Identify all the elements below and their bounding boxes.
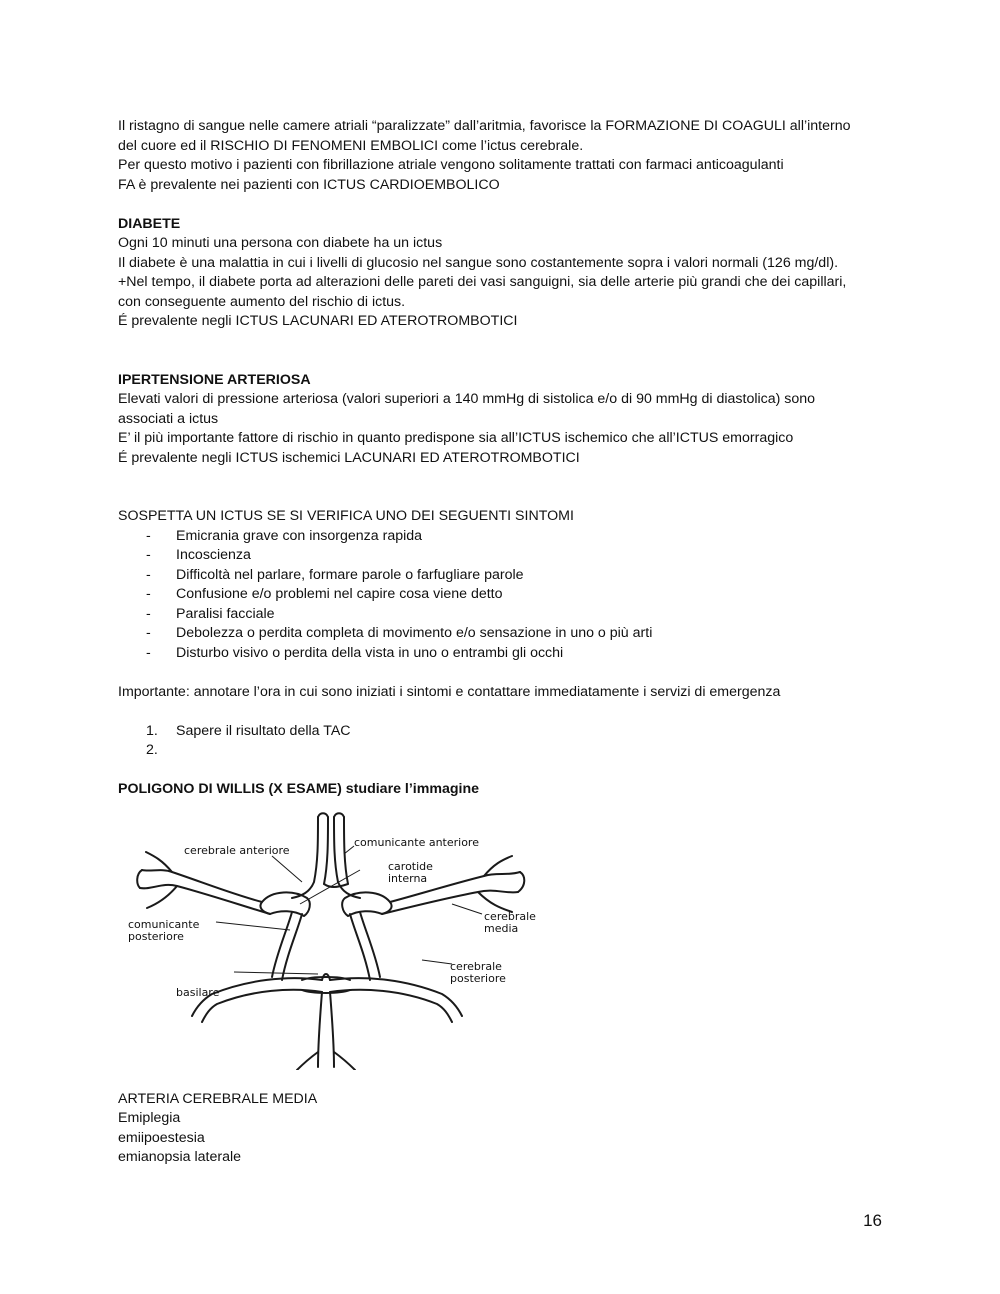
section-heading-arteria: ARTERIA CEREBRALE MEDIA <box>118 1090 318 1107</box>
basilar-artery <box>318 992 334 1067</box>
section-heading-diabete: DIABETE <box>118 215 181 232</box>
posterior-cerebral-left <box>202 989 322 1021</box>
text-line: É prevalente negli ICTUS ischemici LACUNARI ED ATEROTROMBOTICI <box>118 449 580 466</box>
section-heading-willis: POLIGONO DI WILLIS (X ESAME) studiare l’immagine <box>118 781 480 797</box>
list-item: - Emicrania grave con insorgenza rapida <box>118 527 888 547</box>
middle-cerebral-left <box>140 870 270 914</box>
label-cerebrale-posteriore-2: posteriore <box>450 971 506 985</box>
text-line: con conseguente aumento del rischio di ictus. <box>118 293 406 310</box>
text-line: associati a ictus <box>118 410 219 427</box>
list-text: Sapere il risultato della TAC <box>176 722 351 739</box>
text-line: É prevalente negli ICTUS LACUNARI ED ATEROTROMBOTICI <box>118 313 518 329</box>
section-heading-sintomi: SOSPETTA UN ICTUS SE SI VERIFICA UNO DEI SEGUENTI SINTOMI <box>118 508 574 524</box>
text-line: del cuore ed il RISCHIO DI FENOMENI EMBOLICI come l’ictus cerebrale. <box>118 137 584 154</box>
text-line: emianopsia laterale <box>118 1149 242 1165</box>
text-line: FA è prevalente nei pazienti con ICTUS CARDIOEMBOLICO <box>118 176 500 193</box>
label-cerebrale-media-2: media <box>484 921 519 935</box>
label-carotide: carotide <box>388 859 433 873</box>
text-line: Elevati valori di pressione arteriosa (valori superiori a 140 mmHg di sistolica e/o di 90 mmHg di diastolica) sono <box>118 391 816 407</box>
text-line: Ogni 10 minuti una persona con diabete ha un ictus <box>118 235 443 251</box>
list-item: - Disturbo visivo o perdita della vista in uno o entrambi gli occhi <box>118 644 888 664</box>
text-line: Il ristagno di sangue nelle camere atriali “paralizzate” dall’aritmia, favorisce la FORMAZIONE DI COAGULI all’interno <box>118 118 851 134</box>
list-number: 2. <box>146 742 158 758</box>
document-body <box>118 117 888 1168</box>
label-basilare: basilare <box>176 985 220 999</box>
list-number: 1. <box>146 722 158 739</box>
text-line: Emiplegia <box>118 1110 181 1126</box>
text-line: +Nel tempo, il diabete porta ad alterazioni delle pareti dei vasi sanguigni, sia delle arterie più grandi che dei capillari, <box>118 274 847 290</box>
circle-of-willis-diagram <box>122 812 552 1070</box>
text-line: E’ il più importante fattore di rischio in quanto predispone sia all’ICTUS ischemico che all’ICTUS emorragico <box>118 430 794 446</box>
text-line: Per questo motivo i pazienti con fibrillazione atriale vengono solitamente trattati con farmaci anticoagulanti <box>118 157 784 173</box>
list-item <box>118 722 888 742</box>
text-line: Il diabete è una malattia in cui i livelli di glucosio nel sangue sono costantemente sopra i valori normali (126 mg/dl). <box>118 254 839 271</box>
label-cerebrale-posteriore-1: cerebrale <box>450 959 502 973</box>
anterior-communicating <box>324 884 348 887</box>
list-item: - Incoscienza <box>118 546 888 566</box>
text-line: emiipoestesia <box>118 1129 205 1146</box>
posterior-cerebral-right <box>330 989 452 1021</box>
list-item: - Debolezza o perdita completa di movimento e/o sensazione in uno o più arti <box>118 624 888 644</box>
important-note: Importante: annotare l’ora in cui sono iniziati i sintomi e contattare immediatamente i servizi di emergenza <box>118 683 781 700</box>
list-item: - Paralisi facciale <box>118 605 888 625</box>
label-cerebrale-media-1: cerebrale <box>484 909 536 923</box>
list-item: - Confusione e/o problemi nel capire cosa viene detto <box>118 585 888 605</box>
list-item: - Difficoltà nel parlare, formare parole o farfugliare parole <box>118 566 888 586</box>
label-comunicante-posteriore-1: comunicante <box>128 917 200 931</box>
numbered-list <box>118 722 888 761</box>
posterior-communicating-right <box>350 912 380 980</box>
symptom-list <box>118 527 888 664</box>
label-comunicante-posteriore-2: posteriore <box>128 929 184 943</box>
label-interna: interna <box>388 871 428 885</box>
label-comunicante-anteriore: comunicante anteriore <box>354 835 479 849</box>
posterior-communicating-left <box>272 912 302 980</box>
anterior-cerebral-left <box>292 817 318 898</box>
section-heading-ipertensione: IPERTENSIONE ARTERIOSA <box>118 371 311 388</box>
list-item <box>118 741 888 761</box>
page-number: 16 <box>863 1211 882 1230</box>
label-cerebrale-anteriore: cerebrale anteriore <box>184 843 290 857</box>
